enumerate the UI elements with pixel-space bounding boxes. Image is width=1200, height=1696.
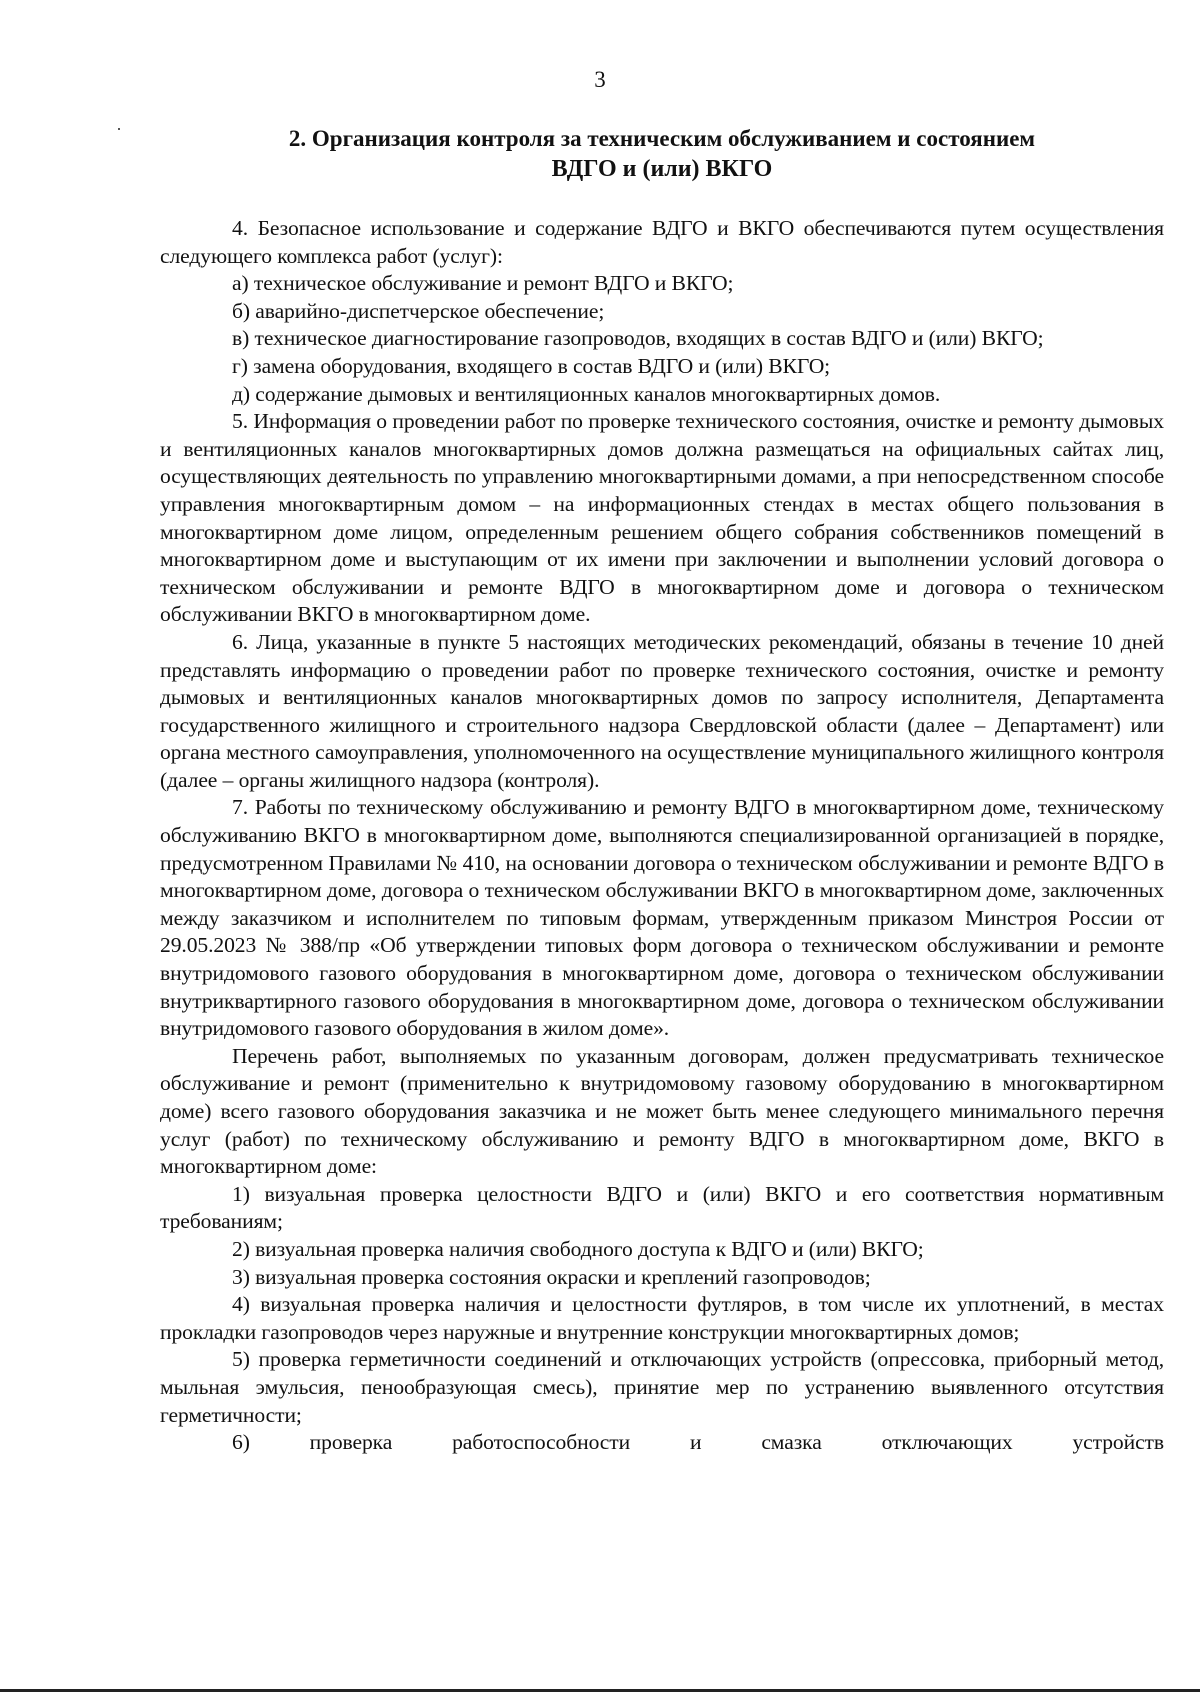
section-heading-line-2: ВДГО и (или) ВКГО [551,156,773,182]
list-item-5: 5) проверка герметичности соединений и отключающих устройств (опрессовка, приборный метод, мыльная эмульсия, пенообразующая смесь), принятие мер по устранению выявленного отсутствия герметичности; [160,1347,1164,1427]
section-heading [160,124,1164,184]
list-item-6: 6) проверка работоспособности и смазка отключающих устройств [232,1430,1164,1455]
list-item-4: 4) визуальная проверка наличия и целостности футляров, в том числе их уплотнений, в местах прокладки газопроводов через наружные и внутренние конструкции многоквартирных домов; [160,1292,1164,1344]
list-item-1: 1) визуальная проверка целостности ВДГО и (или) ВКГО и его соответствия нормативным требованиям; [160,1181,1164,1234]
list-item-g: г) замена оборудования, входящего в состав ВДГО и (или) ВКГО; [232,353,831,378]
paragraph-item-7: 7. Работы по техническому обслуживанию и ремонту ВДГО в многоквартирном доме, техническому обслуживанию ВКГО в многоквартирном доме, выполняются специализированной организацией в порядке, предусмотренном Правилами № 410, на основании договора о техническом обслуживании и ремонте ВДГО в многоквартирном доме, договора о техническом обслуживании ВКГО в многоквартирном доме, заключенных между заказчиком и исполнителем по типовым формам, утвержденным приказом Минстроя России от 29.05.2023 № 388/пр «Об утверждении типовых форм договора о техническом обслуживании и ремонте внутридомового газового оборудования в многоквартирном доме, договора о техническом обслуживании внутриквартирного газового оборудования в многоквартирном доме, договора о техническом обслуживании внутридомового газового оборудования в жилом доме». [160,795,1164,1041]
section-heading-line-1: 2. Организация контроля за техническим обслуживанием и состоянием [288,126,1036,151]
list-item-v: в) техническое диагностирование газопроводов, входящих в состав ВДГО и (или) ВКГО; [232,326,1044,351]
paragraph-item-4: 4. Безопасное использование и содержание ВДГО и ВКГО обеспечиваются путем осуществления следующего комплекса работ (услуг): [160,216,1164,268]
list-item-3: 3) визуальная проверка состояния окраски и креплений газопроводов; [232,1264,871,1289]
paragraph-item-6: 6. Лица, указанные в пункте 5 настоящих методических рекомендаций, обязаны в течение 10 дней представлять информацию о проведении работ по проверке технического состояния, очистке и ремонту дымовых и вентиляционных каналов многоквартирных домов по запросу исполнителя, Департамента государственного жилищного и строительного надзора Свердловской области (далее – Департамент) или органа местного самоуправления, уполномоченного на осуществление муниципального жилищного контроля (далее – органы жилищного надзора (контроля). [160,629,1164,792]
document-body [160,215,1164,1457]
paragraph-works-list-intro: Перечень работ, выполняемых по указанным договорам, должен предусматривать техническое обслуживание и ремонт (применительно к внутридомовому газовому оборудованию в многоквартирном доме) всего газового оборудования заказчика и не может быть менее следующего минимального перечня услуг (работ) по техническому обслуживанию и ремонту ВДГО в многоквартирном доме, ВКГО в многоквартирном доме: [160,1043,1164,1179]
list-item-2: 2) визуальная проверка наличия свободного доступа к ВДГО и (или) ВКГО; [232,1236,924,1261]
list-item-b: б) аварийно-диспетчерское обеспечение; [232,298,605,323]
list-item-d: д) содержание дымовых и вентиляционных каналов многоквартирных домов. [232,381,941,406]
scan-speck [118,128,120,130]
bottom-edge-line [0,1689,1200,1692]
list-item-a: а) техническое обслуживание и ремонт ВДГО и ВКГО; [232,271,734,296]
page-number: 3 [594,67,606,92]
paragraph-item-5: 5. Информация о проведении работ по проверке технического состояния, очистке и ремонту дымовых и вентиляционных каналов многоквартирных домов должна размещаться на официальных сайтах лиц, осуществляющих деятельность по управлению многоквартирными домами, а при непосредственном способе управления многоквартирным домом – на информационных стендах в местах общего пользования в многоквартирном доме лицом, определенным решением общего собрания собственников помещений в многоквартирном доме и выступающим от их имени при заключении и выполнении условий договора о техническом обслуживании и ремонте ВДГО в многоквартирном доме и договора о техническом обслуживании ВКГО в многоквартирном доме. [160,409,1164,627]
